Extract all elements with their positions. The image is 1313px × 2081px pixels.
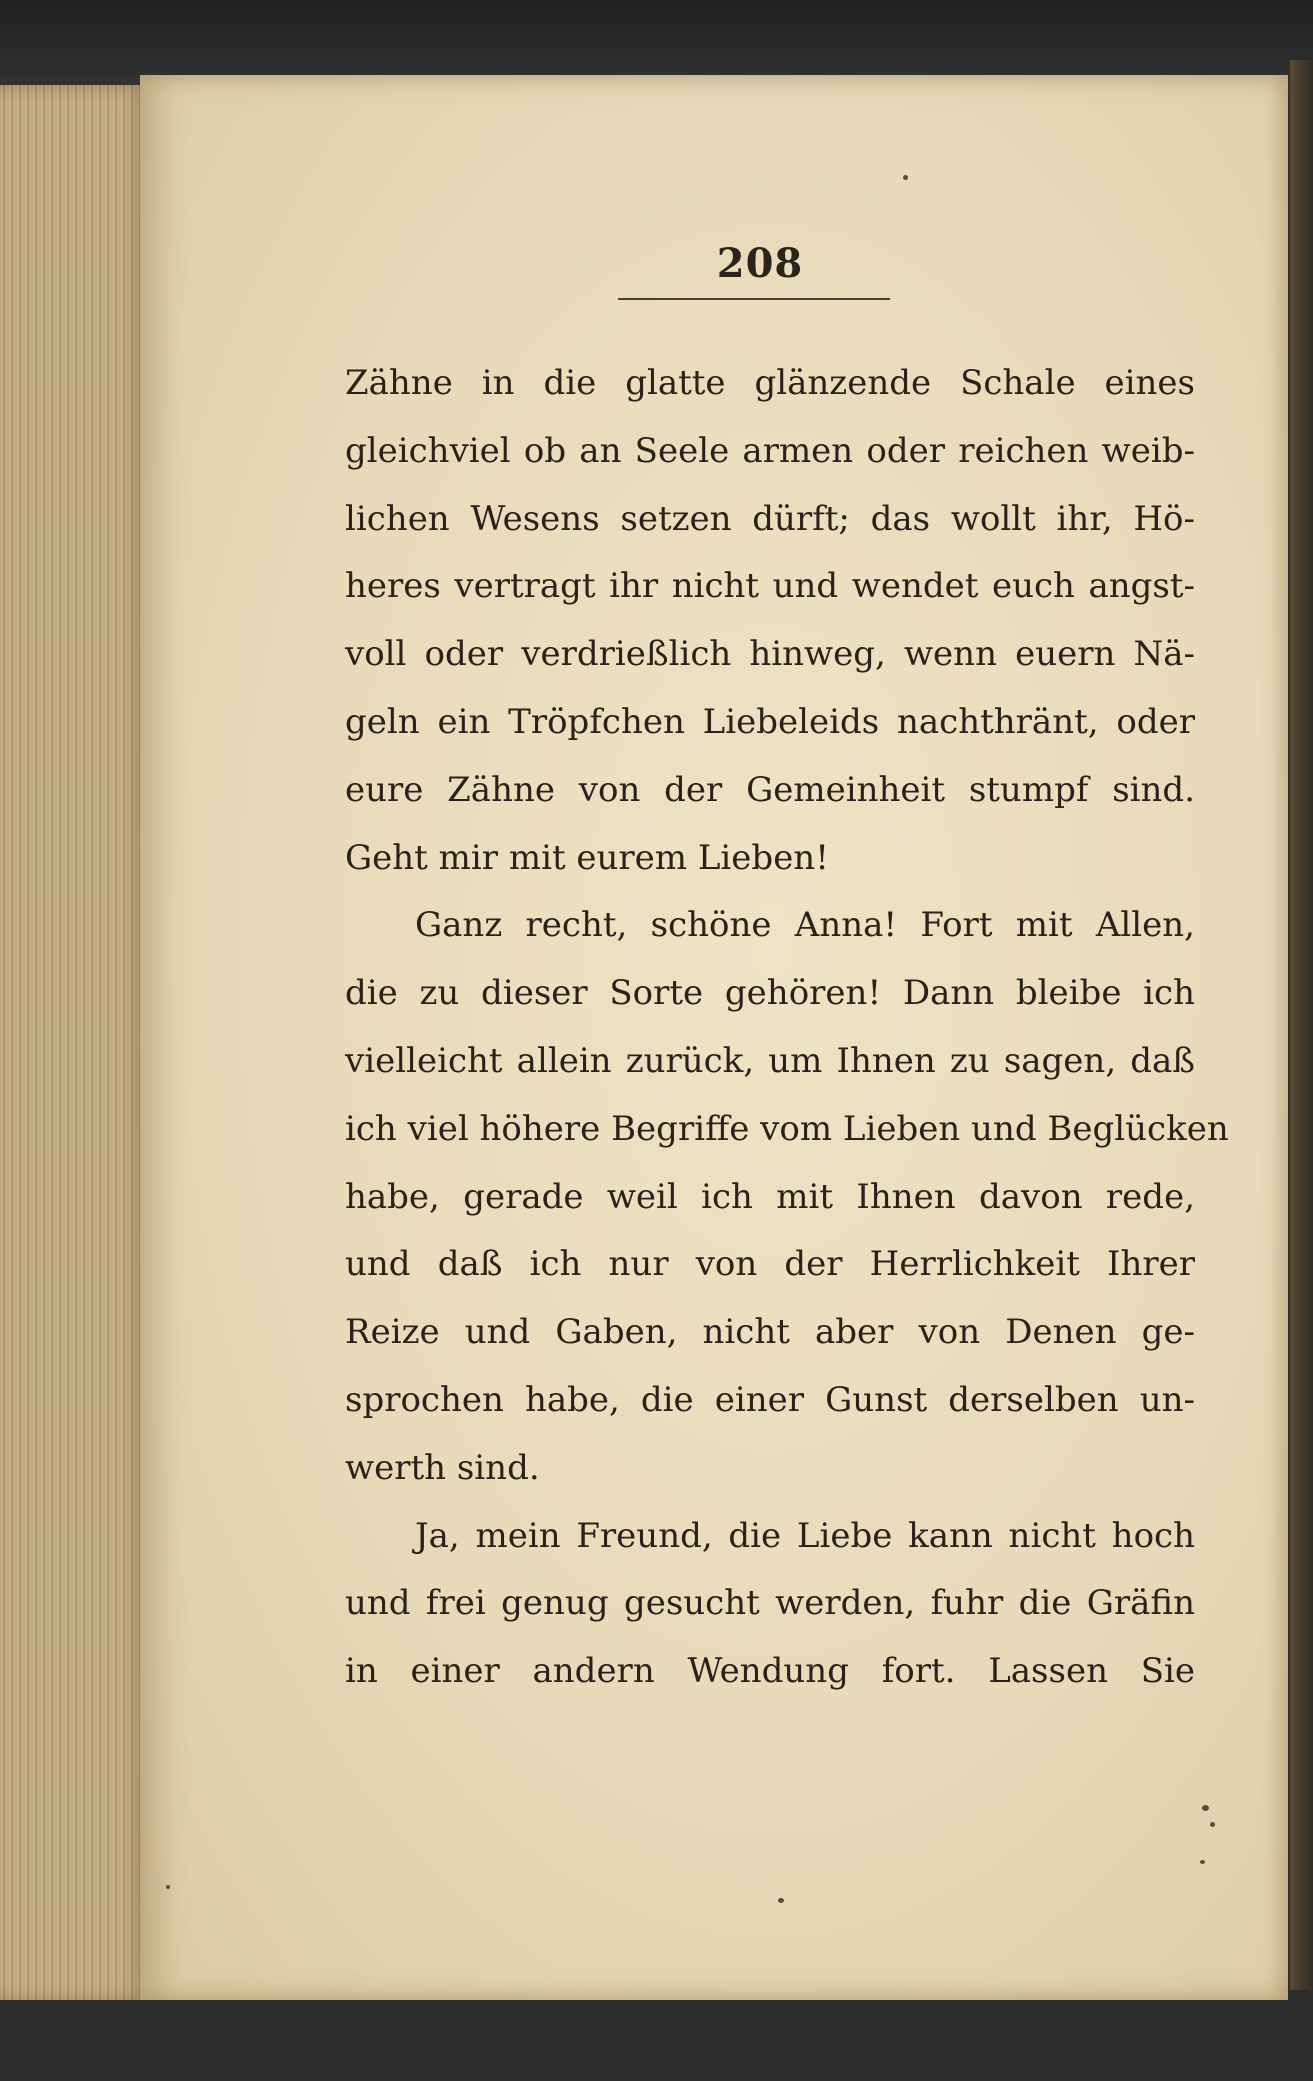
paper-speck [1202, 1805, 1209, 1811]
text-line: ich viel höhere Begriffe vom Lieben und Beglücken [345, 1108, 1229, 1149]
text-line: Reize und Gaben, nicht aber von Denen ge- [345, 1312, 1195, 1353]
paper-speck [1210, 1822, 1215, 1827]
text-line: heres vertragt ihr nicht und wendet euch angst- [345, 566, 1195, 607]
page-number: 208 [716, 240, 804, 287]
text-line: Zähne in die glatte glänzende Schale eines [345, 363, 1195, 403]
paper-speck [903, 175, 908, 180]
text-line: in einer andern Wendung fort. Lassen Sie [345, 1651, 1195, 1692]
text-line: habe, gerade weil ich mit Ihnen davon rede, [345, 1176, 1195, 1217]
text-line: Ganz recht, schöne Anna! Fort mit Allen, [415, 905, 1195, 946]
text-line: und daß ich nur von der Herrlichkeit Ihrer [345, 1244, 1195, 1285]
text-line: und frei genug gesucht werden, fuhr die Gräfin [345, 1583, 1195, 1624]
paper-speck [166, 1885, 170, 1889]
header-rule [618, 298, 890, 300]
text-line: sprochen habe, die einer Gunst derselben un- [345, 1379, 1195, 1420]
book-cover-right [1290, 60, 1313, 2020]
text-line: vielleicht allein zurück, um Ihnen zu sagen, daß [345, 1040, 1195, 1081]
page-block-edges [0, 85, 150, 2000]
text-line: werth sind. [345, 1447, 540, 1488]
text-line: Ja, mein Freund, die Liebe kann nicht hoch [415, 1515, 1195, 1556]
book-cover-bottom [0, 1990, 1313, 2081]
text-line: lichen Wesens setzen dürft; das wollt ihr, Hö- [345, 498, 1195, 539]
paper-speck [778, 1898, 784, 1903]
paper-speck [1200, 1860, 1205, 1864]
text-line: geln ein Tröpfchen Liebeleids nachthränt, oder [345, 701, 1195, 742]
text-line: eure Zähne von der Gemeinheit stumpf sind. [345, 769, 1195, 810]
text-line: voll oder verdrießlich hinweg, wenn euern Nä- [345, 634, 1195, 675]
text-line: Geht mir mit eurem Lieben! [345, 837, 829, 878]
text-line: gleichviel ob an Seele armen oder reichen weib- [345, 430, 1195, 471]
body-text [345, 350, 1229, 1706]
text-line: die zu dieser Sorte gehören! Dann bleibe ich [345, 973, 1195, 1014]
